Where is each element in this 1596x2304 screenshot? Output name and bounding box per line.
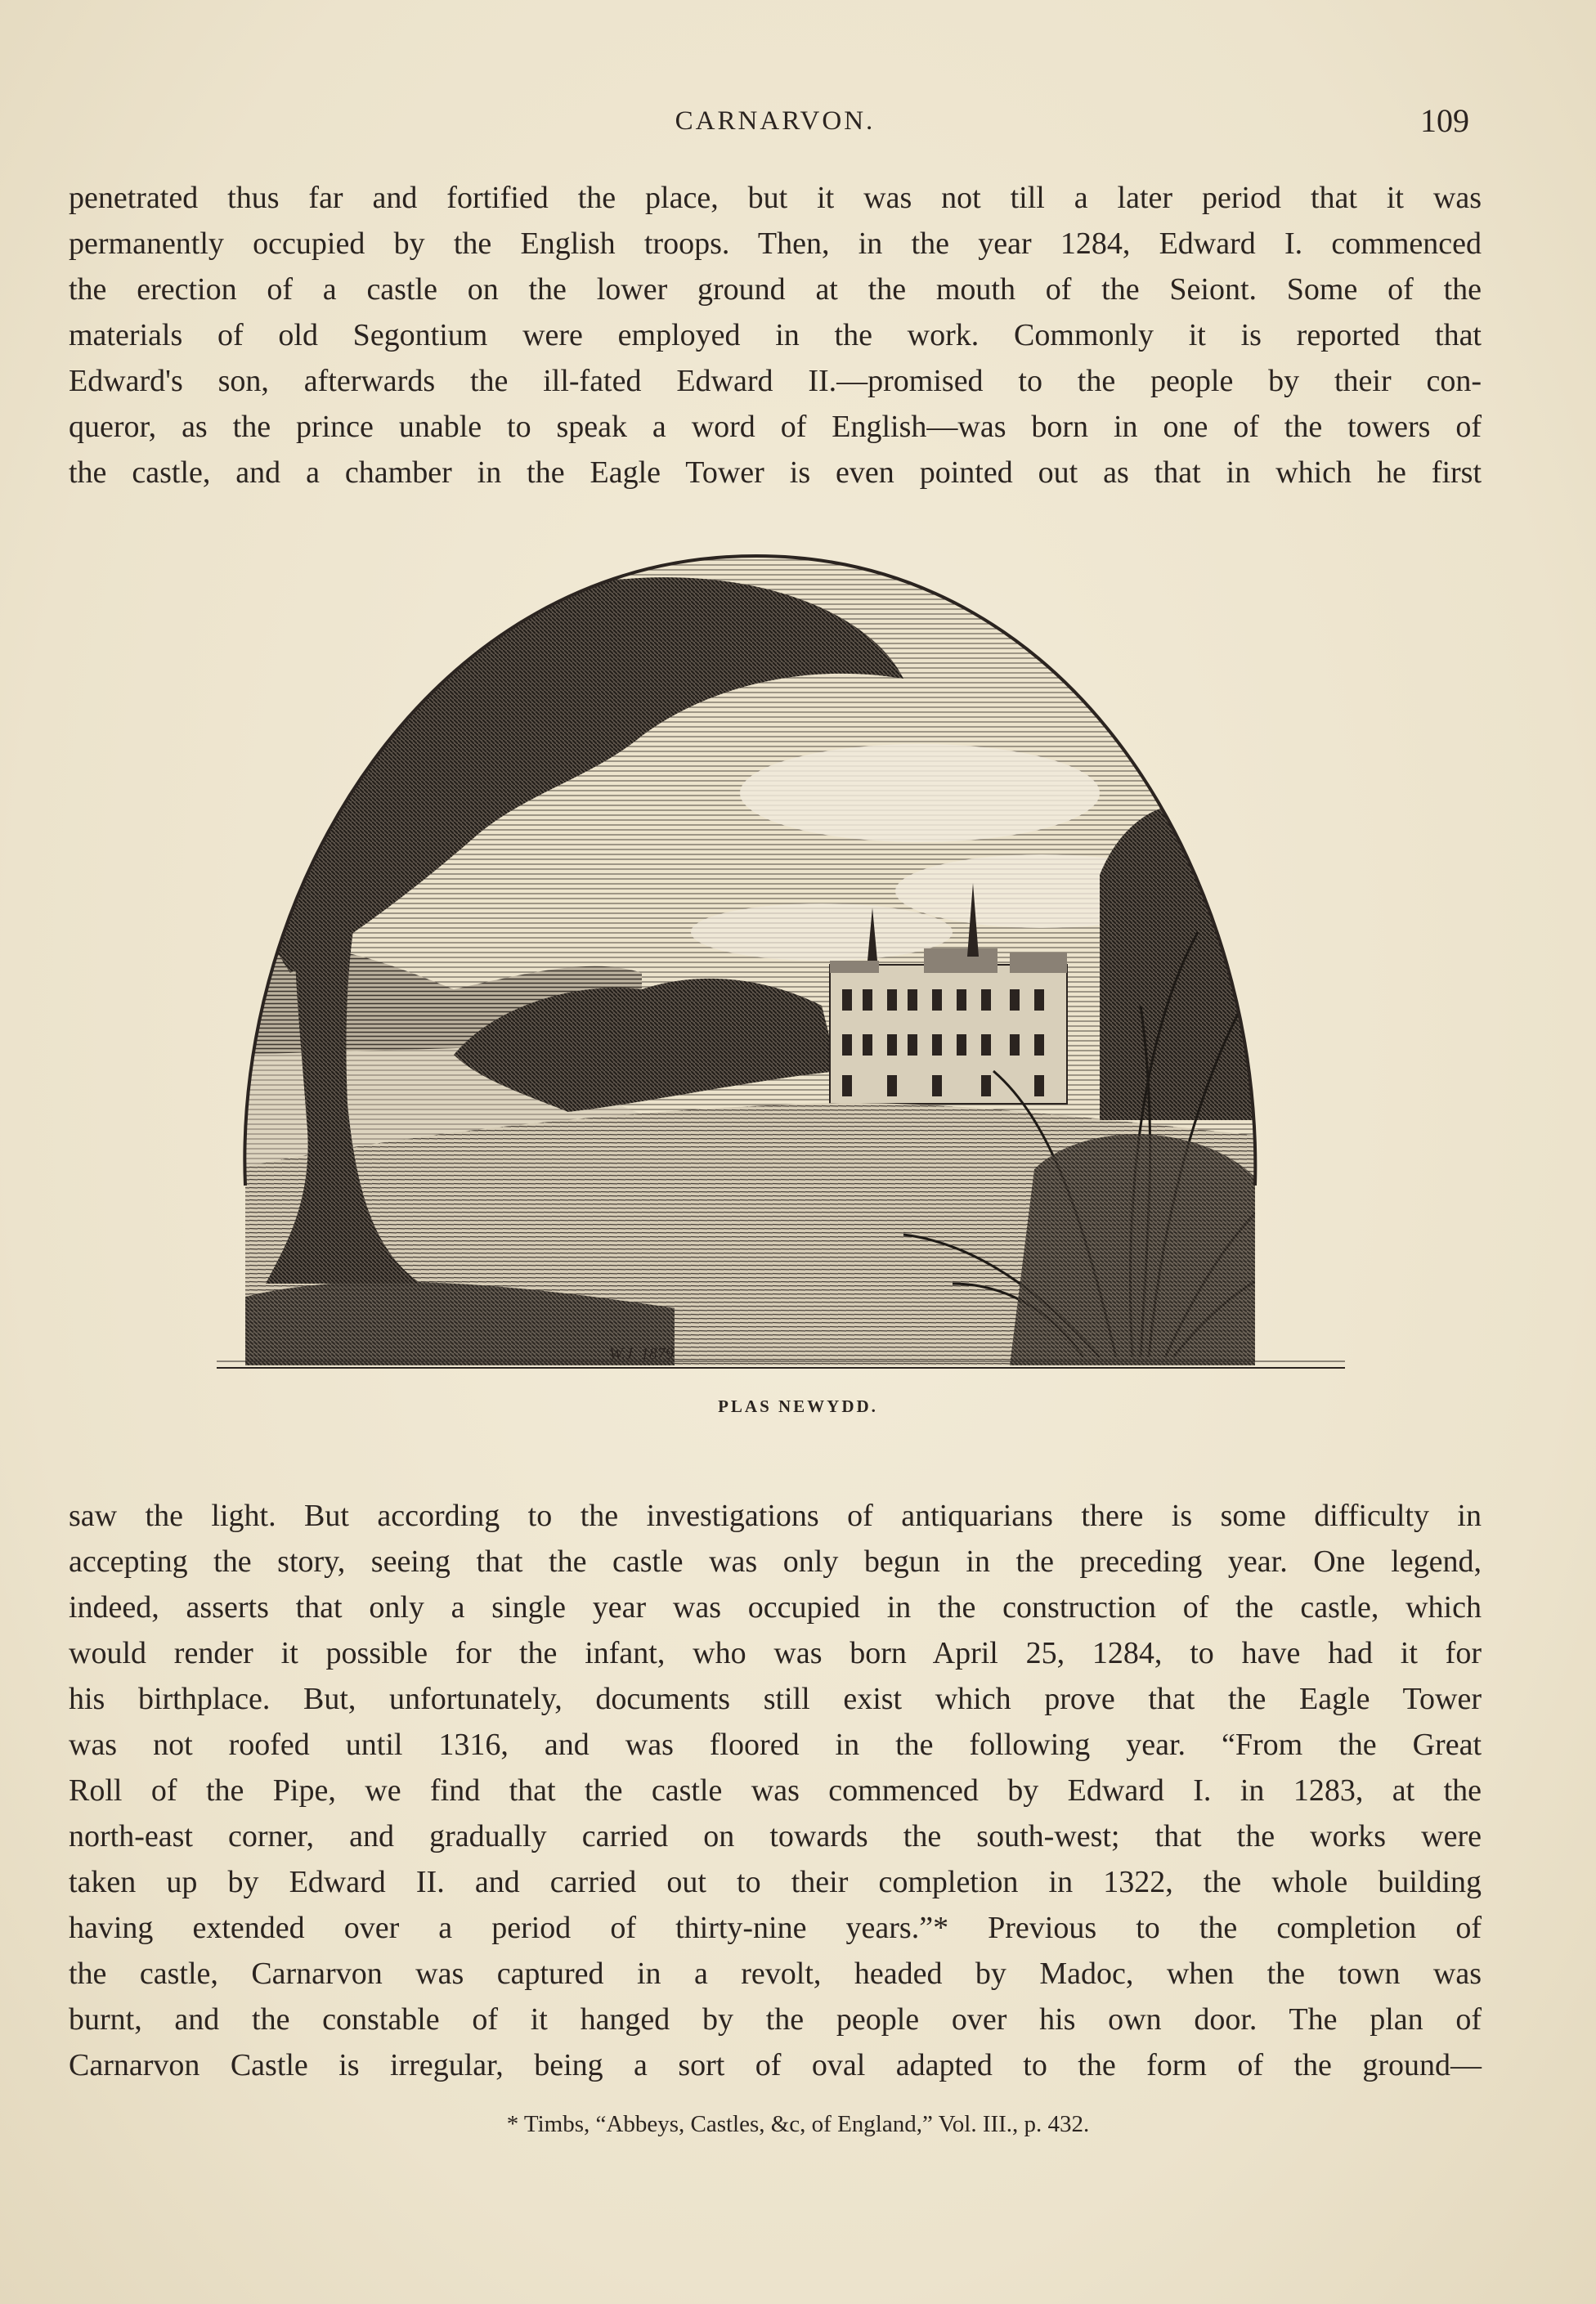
paragraph-top — [69, 175, 1482, 495]
right-trees — [1100, 805, 1263, 1120]
figure-caption: PLAS NEWYDD. — [718, 1396, 878, 1416]
text-line: permanently occupied by the English troops. Then, in the year 1284, Edward I. commenced — [69, 226, 1482, 261]
pampas-base — [1010, 1134, 1263, 1365]
text-line: Roll of the Pipe, we find that the castle was commenced by Edward I. in 1283, at the — [69, 1773, 1482, 1808]
text-line: queror, as the prince unable to speak a word of English—was born in one of the towers of — [69, 410, 1482, 444]
footnote: * Timbs, “Abbeys, Castles, &c, of England,” Vol. III., p. 432. — [506, 2111, 1090, 2137]
cloud — [740, 744, 1100, 842]
engraver-signature: W.J. 1879 — [609, 1345, 674, 1363]
paragraph-bottom — [69, 1493, 1482, 2088]
engraving-illustration — [184, 548, 1378, 1398]
scene — [184, 548, 1378, 1398]
text-line: burnt, and the constable of it hanged by the people over his own door. The plan of — [69, 2002, 1482, 2037]
text-line: penetrated thus far and fortified the place, but it was not till a later period that it was — [69, 181, 1482, 215]
text-line: was not roofed until 1316, and was floored in the following year. “From the Great — [69, 1728, 1482, 1762]
running-head — [69, 96, 1482, 146]
text-line: his birthplace. But, unfortunately, documents still exist which prove that the Eagle Tower — [69, 1682, 1482, 1716]
text-line: the erection of a castle on the lower ground at the mouth of the Seiont. Some of the — [69, 272, 1482, 307]
text-line: the castle, and a chamber in the Eagle Tower is even pointed out as that in which he first — [69, 455, 1482, 490]
text-line: materials of old Segontium were employed in the work. Commonly it is reported that — [69, 318, 1482, 352]
text-line: north-east corner, and gradually carried on towards the south-west; that the works were — [69, 1819, 1482, 1854]
text-line: saw the light. But according to the investigations of antiquarians there is some difficulty in — [69, 1499, 1482, 1533]
text-line: accepting the story, seeing that the castle was only begun in the preceding year. One legend, — [69, 1544, 1482, 1579]
text-line: would render it possible for the infant, who was born April 25, 1284, to have had it for — [69, 1636, 1482, 1670]
text-line: Edward's son, afterwards the ill-fated Edward II.—promised to the people by their con- — [69, 364, 1482, 398]
text-line: Carnarvon Castle is irregular, being a sort of oval adapted to the form of the ground— — [69, 2048, 1482, 2082]
cloud — [691, 903, 953, 961]
running-head-title: CARNARVON. — [675, 106, 876, 136]
page-number: 109 — [1420, 102, 1469, 139]
text-line: taken up by Edward II. and carried out to their completion in 1322, the whole building — [69, 1865, 1482, 1899]
text-line: having extended over a period of thirty-nine years.”* Previous to the completion of — [69, 1911, 1482, 1945]
text-line: the castle, Carnarvon was captured in a revolt, headed by Madoc, when the town was — [69, 1957, 1482, 1991]
text-line: indeed, asserts that only a single year was occupied in the construction of the castle, which — [69, 1590, 1482, 1625]
